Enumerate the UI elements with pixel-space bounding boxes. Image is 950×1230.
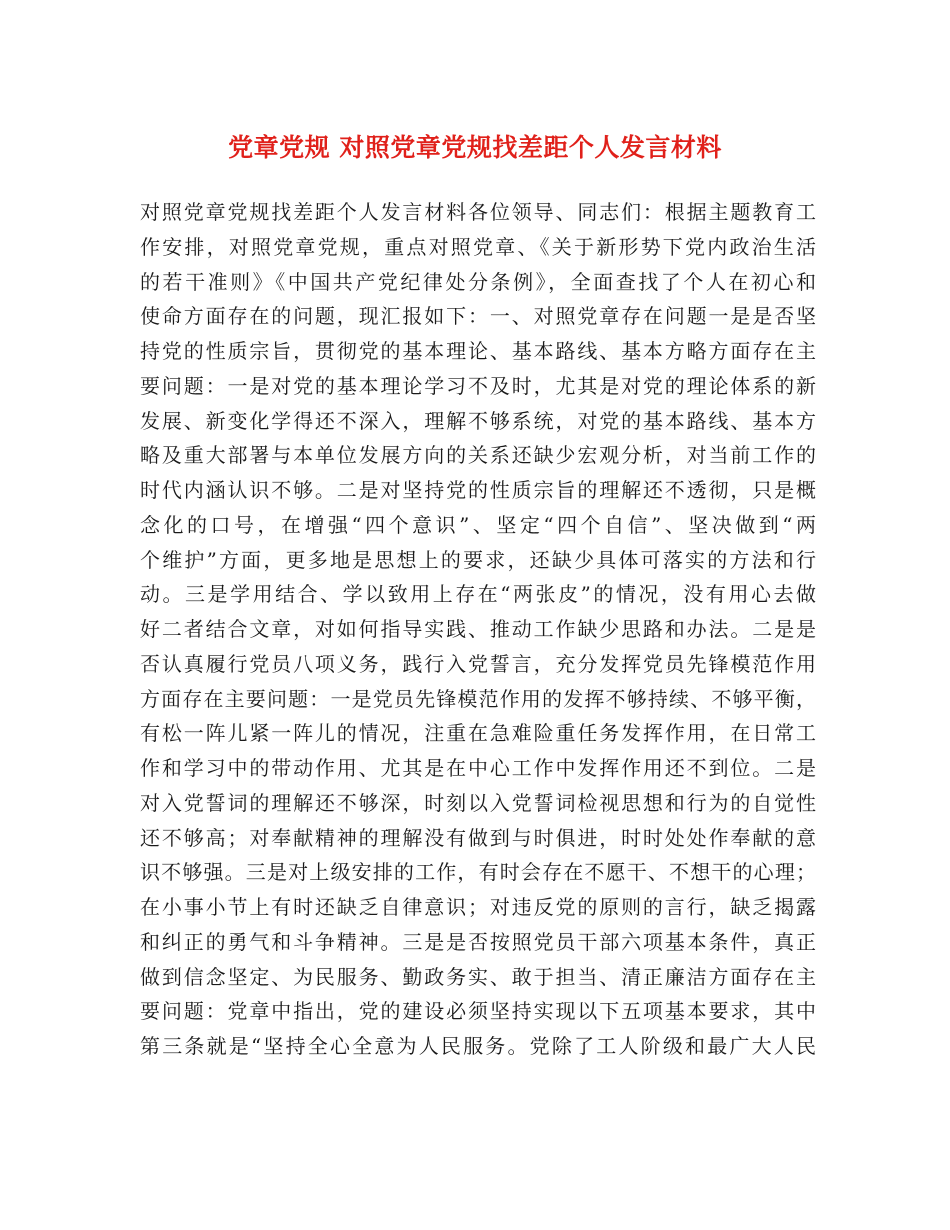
body-line: 作和学习中的带动作用、尤其是在中心工作中发挥作用还不到位。二是 xyxy=(140,756,816,780)
body-line: 要问题：一是对党的基本理论学习不及时，尤其是对党的理论体系的新 xyxy=(140,373,816,398)
body-line: 个维护”方面，更多地是思想上的要求，还缺少具体可落实的方法和行 xyxy=(140,547,816,572)
body-line: 在小事小节上有时还缺乏自律意识；对违反党的原则的言行，缺乏揭露 xyxy=(140,895,816,919)
document-title: 党章党规 对照党章党规找差距个人发言材料 xyxy=(228,133,722,162)
body-line: 要问题：党章中指出，党的建设必须坚持实现以下五项基本要求，其中 xyxy=(140,999,816,1024)
body-line: 还不够高；对奉献精神的理解没有做到与时俱进，时时处处作奉献的意 xyxy=(140,825,816,850)
body-line: 对入党誓词的理解还不够深，时刻以入党誓词检视思想和行为的自觉性 xyxy=(140,790,816,815)
body-line: 对照党章党规找差距个人发言材料各位领导、同志们：根据主题教育工 xyxy=(140,200,816,224)
body-line: 动。三是学用结合、学以致用上存在“两张皮”的情况，没有用心去做 xyxy=(140,582,816,607)
body-line: 方面存在主要问题：一是党员先锋模范作用的发挥不够持续、不够平衡， xyxy=(140,686,816,711)
body-line: 和纠正的勇气和斗争精神。三是是否按照党员干部六项基本条件，真正 xyxy=(140,929,816,954)
body-line: 第三条就是“坚持全心全意为人民服务。党除了工人阶级和最广大人民 xyxy=(140,1034,816,1058)
body-line: 的若干准则》《中国共产党纪律处分条例》，全面查找了个人在初心和 xyxy=(140,269,816,294)
body-line: 念化的口号，在增强“四个意识”、坚定“四个自信”、坚决做到“两 xyxy=(140,512,816,537)
body-line: 否认真履行党员八项义务，践行入党誓言，充分发挥党员先锋模范作用 xyxy=(140,651,816,676)
body-line: 时代内涵认识不够。二是对坚持党的性质宗旨的理解还不透彻，只是概 xyxy=(140,478,816,502)
body-line: 好二者结合文章，对如何指导实践、推动工作缺少思路和办法。二是是 xyxy=(140,617,816,641)
body-line: 使命方面存在的问题，现汇报如下：一、对照党章存在问题一是是否坚 xyxy=(140,304,816,329)
body-line: 发展、新变化学得还不深入，理解不够系统，对党的基本路线、基本方 xyxy=(140,408,816,433)
document-body xyxy=(140,195,816,1064)
body-line: 持党的性质宗旨，贯彻党的基本理论、基本路线、基本方略方面存在主 xyxy=(140,339,816,363)
body-line: 做到信念坚定、为民服务、勤政务实、敢于担当、清正廉洁方面存在主 xyxy=(140,964,816,989)
body-line: 识不够强。三是对上级安排的工作，有时会存在不愿干、不想干的心理； xyxy=(140,860,816,885)
body-line: 有松一阵儿紧一阵儿的情况，注重在急难险重任务发挥作用，在日常工 xyxy=(140,721,816,746)
body-line: 略及重大部署与本单位发展方向的关系还缺少宏观分析，对当前工作的 xyxy=(140,443,816,468)
body-line: 作安排，对照党章党规，重点对照党章、《关于新形势下党内政治生活 xyxy=(140,234,816,259)
